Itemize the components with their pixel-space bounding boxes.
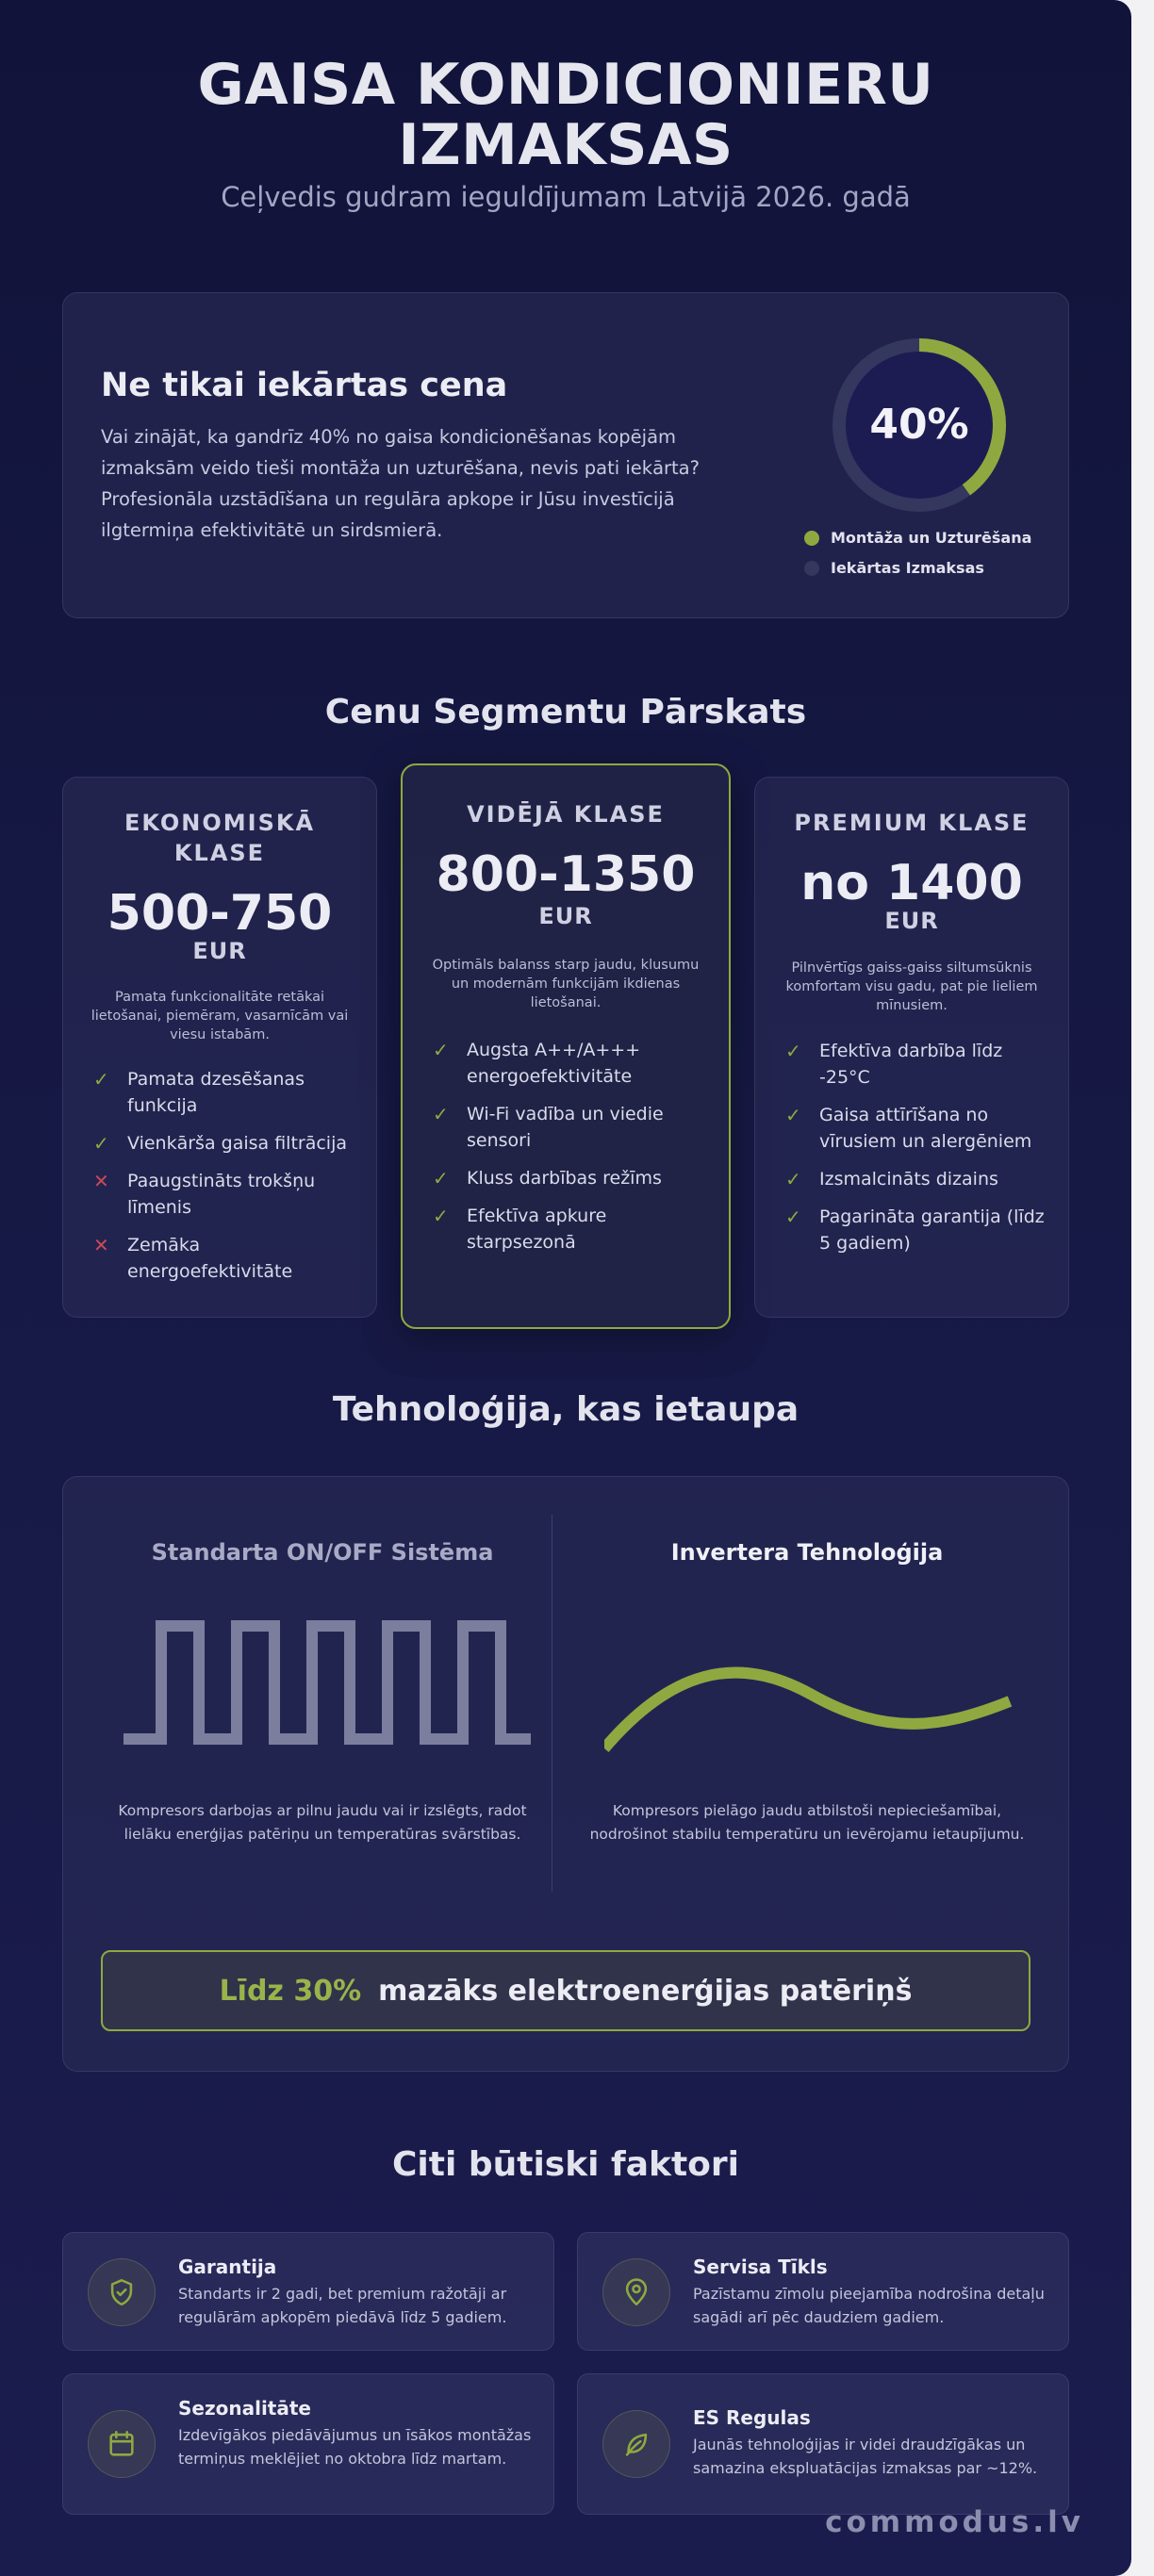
check-icon: ✓: [433, 1205, 449, 1227]
tech-card: [62, 1476, 1069, 2072]
check-icon: ✓: [433, 1103, 449, 1125]
factor-title: Sezonalitāte: [178, 2397, 311, 2420]
feature-item: [93, 1130, 354, 1157]
check-icon: ✓: [785, 1040, 801, 1062]
tier-name-line-2: KLASE: [173, 840, 266, 866]
savings-text: mazāks elektroenerģijas patēriņš: [378, 1974, 913, 2008]
tier-name: VIDĒJĀ KLASE: [467, 801, 665, 828]
factors-heading: Citi būtiski faktori: [392, 2145, 739, 2184]
legend-dot-equipment: [804, 561, 819, 576]
calendar-icon: [88, 2410, 156, 2478]
cost-donut-chart: [825, 331, 1014, 519]
savings-banner: [101, 1950, 1030, 2031]
tier-name-line-1: EKONOMISKĀ: [124, 810, 316, 836]
cross-icon: ✕: [93, 1234, 109, 1256]
intro-text: Vai zinājāt, ka gandrīz 40% no gaisa kondicionēšanas kopējām izmaksām veido tieši montāža un uzturēšana, nevis pati iekārta? Profesionāla uzstādīšana un regulāra apkope ir Jūsu investīcijā ilgtermiņa efektivitātē un sirdsmierā.: [101, 426, 700, 541]
brand-footer: commodus.lv: [825, 2505, 1084, 2539]
feature-item: [433, 1165, 706, 1191]
feature-text: Paaugstināts trokšņu līmenis: [127, 1171, 316, 1218]
leaf-icon: [602, 2410, 670, 2478]
factor-card-service: [577, 2232, 1069, 2351]
feature-text: Zemāka energoefektivitāte: [127, 1235, 293, 1282]
tier-price: 800-1350: [436, 846, 696, 903]
tier-card-middle: [401, 763, 731, 1329]
feature-item: [785, 1102, 1046, 1155]
tier-feature-list: [433, 1037, 706, 1267]
cross-icon: ✕: [93, 1170, 109, 1192]
page-title-line-1: GAISA KONDICIONIERU: [197, 52, 934, 118]
feature-item: [785, 1038, 1046, 1091]
feature-text: Augsta A++/A+++ energoefektivitāte: [467, 1040, 641, 1087]
page-subtitle: Ceļvedis gudram ieguldījumam Latvijā 2026. gadā: [221, 181, 911, 213]
legend-dot-installation: [804, 531, 819, 546]
feature-text: Izsmalcināts dizains: [819, 1169, 998, 1190]
page-title-line-2: IZMAKSAS: [398, 112, 734, 178]
inverter-wave-graphic: [604, 1643, 1012, 1756]
check-icon: ✓: [93, 1068, 109, 1091]
tier-name: PREMIUM KLASE: [794, 810, 1030, 836]
factor-text: Izdevīgākos piedāvājumus un īsākos montāžas termiņus meklējiet no oktobra līdz martam.: [178, 2426, 532, 2468]
tier-description: Pilnvērtīgs gaiss-gaiss siltumsūknis komfortam visu gadu, pat pie lieliem mīnusiem.: [785, 960, 1038, 1013]
feature-text: Pamata dzesēšanas funkcija: [127, 1069, 305, 1116]
tech-heading: Tehnoloģija, kas ietaupa: [332, 1390, 800, 1429]
feature-item: [785, 1204, 1046, 1256]
onoff-title: Standarta ON/OFF Sistēma: [151, 1539, 494, 1566]
legend-installation: [804, 529, 1031, 547]
tier-name: [63, 808, 376, 868]
feature-text: Gaisa attīrīšana no vīrusiem un alergēniem: [819, 1105, 1032, 1152]
map-pin-icon: [602, 2258, 670, 2326]
intro-title: Ne tikai iekārtas cena: [101, 367, 508, 404]
page-title: [0, 52, 1131, 178]
feature-text: Pagarināta garantija (līdz 5 gadiem): [819, 1206, 1045, 1254]
savings-highlight: Līdz 30%: [219, 1974, 362, 2008]
pricing-heading: Cenu Segmentu Pārskats: [324, 693, 807, 731]
tier-description: Optimāls balanss starp jaudu, klusumu un modernām funkcijām ikdienas lietošanai.: [432, 958, 700, 1010]
factor-text: Jaunās tehnoloģijas ir videi draudzīgākas un samazina ekspluatācijas izmaksas par ~12%.: [693, 2436, 1038, 2477]
factor-text: Standarts ir 2 gadi, bet premium ražotāji ar regulārām apkopēm piedāvā līdz 5 gadiem.: [178, 2285, 507, 2326]
onoff-description: Kompresors darbojas ar pilnu jaudu vai ir izslēgts, radot lielāku enerģijas patēriņu un temperatūras svārstības.: [118, 1802, 527, 1843]
feature-text: Vienkārša gaisa filtrācija: [127, 1133, 347, 1154]
feature-text: Kluss darbības režīms: [467, 1168, 662, 1189]
factor-card-seasonality: [62, 2373, 554, 2515]
factor-title: Servisa Tīkls: [693, 2256, 828, 2278]
factor-card-eu-regulations: [577, 2373, 1069, 2515]
tier-feature-list: [785, 1038, 1046, 1268]
factor-title: Garantija: [178, 2256, 277, 2278]
check-icon: ✓: [433, 1167, 449, 1190]
feature-text: Wi-Fi vadība un viedie sensori: [467, 1104, 664, 1151]
feature-item: [785, 1166, 1046, 1192]
factor-text: Pazīstamu zīmolu pieejamība nodrošina detaļu sagādi arī pēc daudziem gadiem.: [693, 2285, 1045, 2326]
check-icon: ✓: [785, 1104, 801, 1126]
feature-item: [93, 1168, 354, 1221]
tier-price: 500-750: [107, 885, 333, 942]
intro-card: [62, 292, 1069, 618]
tier-card-premium: [754, 777, 1069, 1318]
feature-item: [93, 1066, 354, 1119]
tier-currency: EUR: [192, 938, 247, 964]
tier-currency: EUR: [884, 908, 939, 934]
feature-text: Efektīva apkure starpsezonā: [467, 1206, 607, 1253]
check-icon: ✓: [785, 1168, 801, 1190]
tier-card-economy: [62, 777, 377, 1318]
check-icon: ✓: [433, 1039, 449, 1061]
donut-label: 40%: [869, 401, 969, 449]
tier-currency: EUR: [538, 903, 593, 929]
legend-label-installation: Montāža un Uzturēšana: [831, 529, 1032, 547]
check-icon: ✓: [785, 1206, 801, 1228]
legend-equipment: [804, 559, 984, 577]
feature-item: [433, 1101, 706, 1154]
check-icon: ✓: [93, 1132, 109, 1155]
feature-item: [93, 1232, 354, 1285]
tier-description: Pamata funkcionalitāte retākai lietošanai, piemēram, vasarnīcām vai viesu istabām.: [91, 990, 349, 1042]
feature-text: Efektīva darbība līdz -25°C: [819, 1041, 1003, 1088]
factor-title: ES Regulas: [693, 2406, 811, 2429]
factor-card-warranty: [62, 2232, 554, 2351]
feature-item: [433, 1037, 706, 1090]
inverter-title: Invertera Tehnoloģija: [670, 1539, 944, 1566]
legend-label-equipment: Iekārtas Izmaksas: [831, 559, 984, 577]
onoff-wave-graphic: [124, 1616, 531, 1758]
feature-item: [433, 1203, 706, 1255]
tier-feature-list: [93, 1066, 354, 1296]
shield-check-icon: [88, 2258, 156, 2326]
inverter-description: Kompresors pielāgo jaudu atbilstoši nepieciešamībai, nodrošinot stabilu temperatūru un ievērojamu ietaupījumu.: [589, 1802, 1025, 1843]
tier-price: no 1400: [800, 855, 1023, 911]
